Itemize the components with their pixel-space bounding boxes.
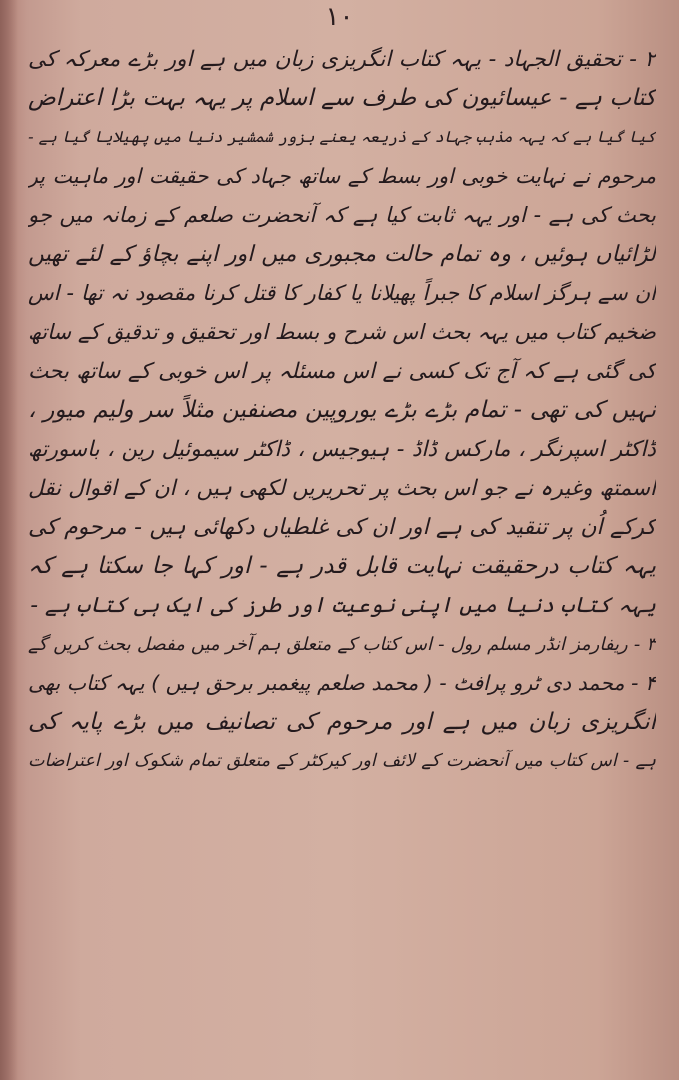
text-line: ۴ - محمد دی ٹرو پرافٹ - ( محمد صلعم پیغمبر برحق ہیں ) یہہ کتاب بھی <box>28 671 656 695</box>
text-line: کی گئی ہے کہ آج تک کسی نے اس مسئلہ پر اس خوبی کے ساتھ بحث <box>28 359 656 384</box>
text-line: ڈاکٹر اسپرنگر ، مارکس ڈاڈ - ہیوجیس ، ڈاکٹر سیموئیل رین ، باسورتھ <box>28 437 656 462</box>
text-line: کتاب ہے - عیسائیون کی طرف سے اسلام پر یہہ بہت بڑا اعتراض <box>28 85 656 111</box>
text-line: یہہ کتاب درحقیقت نہایت قابل قدر ہے - اور کہا جا سکتا ہے کہ <box>28 553 656 579</box>
text-line: ۳ - ریفارمز انڈر مسلم رول - اس کتاب کے متعلق ہم آخر میں مفصل بحث کریں گے <box>28 634 656 655</box>
page-number: ۱۰ <box>325 2 354 32</box>
text-line: ان سے ہرگز اسلام کا جبراً پھیلانا یا کفار کا قتل کرنا مقصود نہ تھا - اس <box>28 281 656 305</box>
page-gutter-shadow <box>0 0 18 1080</box>
text-line: ہے - اس کتاب میں آنحضرت کے لائف اور کیرکٹر کے متعلق تمام شکوک اور اعتراضات <box>28 751 656 771</box>
text-line: لڑائیاں ہوئیں ، وہ تمام حالت مجبوری میں اور اپنے بچاؤ کے لئے تھیں <box>28 242 656 267</box>
body-text <box>28 40 656 781</box>
text-line: بحث کی ہے - اور یہہ ثابت کیا ہے کہ آنحضرت صلعم کے زمانہ میں جو <box>28 203 656 227</box>
text-line: ضخیم کتاب میں یہہ بحث اس شرح و بسط اور تحقیق و تدقیق کے ساتھ <box>28 320 656 344</box>
text-line: یہہ کتاب دنیا میں اپنی نوعیت اور طرز کی ایک ہی کتاب ہے - <box>30 593 656 618</box>
text-line: اسمتھ وغیرہ نے جو اس بحث پر تحریریں لکھی ہیں ، ان کے اقوال نقل <box>28 476 656 501</box>
text-line: کیا گیا ہے کہ یہہ مذہب جہاد کے ذریعہ یعنے بزور شمشیر دنیا میں پھیلایا گیا ہے - <box>28 128 656 146</box>
text-line: نہیں کی تھی - تمام بڑے بڑے یوروپین مصنفین مثلاً سر ولیم میور ، <box>28 397 656 423</box>
text-line: کرکے اُن پر تنقید کی ہے اور ان کی غلطیاں دکھائی ہیں - مرحوم کی <box>28 515 656 540</box>
text-line: مرحوم نے نہایت خوبی اور بسط کے ساتھ جہاد کی حقیقت اور ماہیت پر <box>28 164 656 188</box>
text-line: ۲ - تحقیق الجہاد - یہہ کتاب انگریزی زبان میں ہے اور بڑے معرکہ کی <box>28 47 656 72</box>
text-line: انگریزی زبان میں ہے اور مرحوم کی تصانیف میں بڑے پایہ کی <box>28 709 656 735</box>
